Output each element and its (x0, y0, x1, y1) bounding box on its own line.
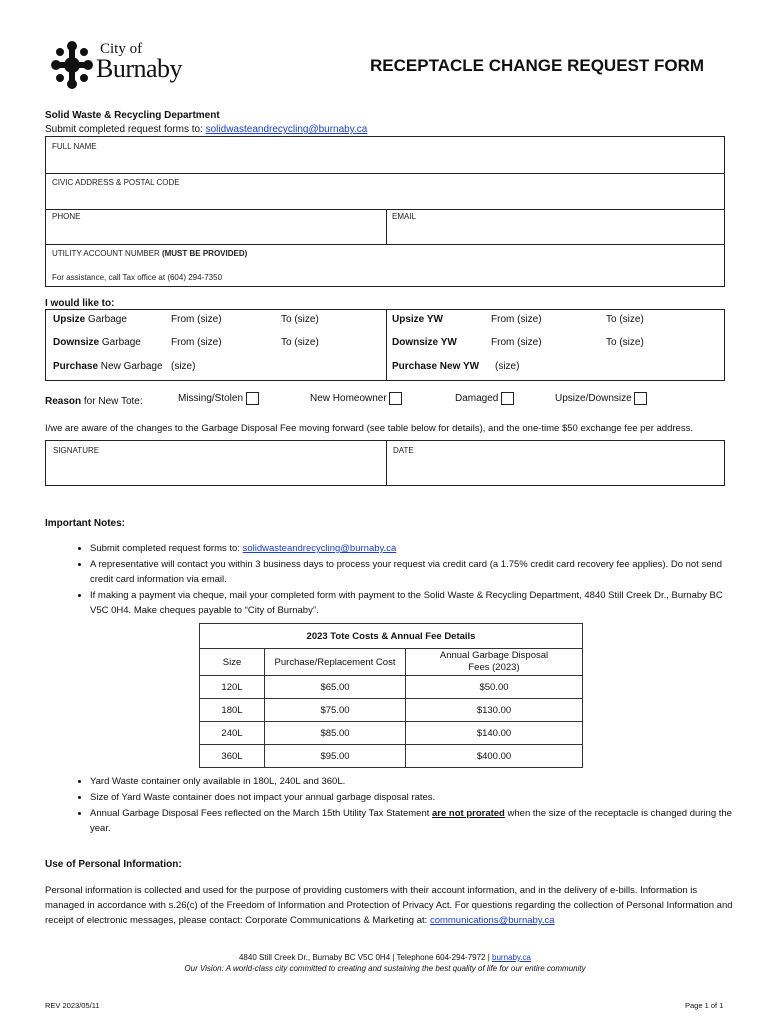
damaged-checkbox[interactable] (501, 392, 514, 405)
fee-table-wrapper (199, 623, 583, 768)
awareness-statement: I/we are aware of the changes to the Garbage Disposal Fee moving forward (see table below for details), and the one-time $50 exchange fee per address. (45, 423, 693, 434)
fee-header-cost: Purchase/Replacement Cost (265, 649, 406, 676)
downsize-garbage-rest: Garbage (99, 337, 141, 348)
submit-email-link[interactable]: solidwasteandrecycling@burnaby.ca (205, 124, 368, 135)
footer-address-text: 4840 Still Creek Dr., Burnaby BC V5C 0H4 | Telephone 604-294-7972 | (238, 953, 493, 962)
upsize-garbage-rest: Garbage (85, 314, 127, 325)
personal-info-text (45, 883, 735, 928)
fee-table (199, 623, 583, 768)
would-like-heading: I would like to: (45, 298, 115, 309)
upsize-garbage-to[interactable]: To (size) (281, 314, 319, 325)
fee-cell: 360L (200, 745, 265, 768)
full-name-label: FULL NAME (52, 142, 97, 151)
upsize-garbage-from[interactable]: From (size) (171, 314, 222, 325)
reason-damaged (455, 392, 514, 405)
note-submit (90, 541, 733, 556)
fee-cell: $50.00 (406, 676, 583, 699)
purchase-garbage-bold: Purchase (53, 361, 99, 372)
purchase-garbage-size[interactable]: (size) (171, 361, 196, 372)
full-name-field[interactable] (46, 137, 724, 174)
snowflake-logo-icon (50, 38, 98, 93)
form-title: RECEPTACLE CHANGE REQUEST FORM (370, 56, 705, 75)
page-number: Page 1 of 1 (685, 1001, 724, 1010)
additional-notes-list (43, 774, 733, 837)
personal-info-heading: Use of Personal Information: (45, 859, 182, 870)
purchase-yw-size[interactable]: (size) (495, 361, 520, 372)
note-not-prorated (90, 806, 733, 836)
note-submit-text: Submit completed request forms to: (90, 543, 243, 554)
contact-fields-box (45, 136, 725, 287)
note-yard-waste-rates: • Size of Yard Waste container does not impact your annual garbage disposal rates. (90, 790, 733, 805)
city-logo (50, 38, 185, 93)
footer-vision: Our Vision: A world-class city committed to creating and sustaining the best quality of life for our entire community (184, 964, 586, 973)
fee-table-title: 2023 Tote Costs & Annual Fee Details (200, 624, 583, 649)
signature-label: SIGNATURE (53, 446, 100, 455)
fee-header-annual (406, 649, 583, 676)
signature-date-box (45, 440, 725, 486)
reason-missing (178, 392, 259, 405)
downsize-garbage-bold: Downsize (53, 337, 100, 348)
fee-cell: 120L (200, 676, 265, 699)
footer-address (0, 953, 770, 962)
reason-homeowner-label: New Homeowner (310, 393, 387, 405)
fee-cell: $95.00 (265, 745, 406, 768)
note-representative: • A representative will contact you within 3 business days to process your request via credit card (a 1.75% credit card recovery fee applies). Do not send credit card information via email. (90, 557, 733, 587)
fee-cell: $130.00 (406, 699, 583, 722)
option-upsize-garbage[interactable] (53, 314, 127, 325)
important-notes-heading: Important Notes: (45, 518, 125, 529)
option-upsize-yw[interactable]: Upsize YW (392, 314, 443, 325)
utility-account-field[interactable] (46, 245, 724, 286)
upsize-downsize-checkbox[interactable] (634, 392, 647, 405)
note-not-prorated-bold: are not prorated (432, 808, 505, 819)
reason-missing-label: Missing/Stolen (178, 393, 244, 405)
missing-stolen-checkbox[interactable] (246, 392, 259, 405)
submit-prefix: Submit completed request forms to: (45, 124, 206, 135)
options-divider (386, 310, 387, 380)
option-downsize-garbage[interactable] (53, 337, 141, 348)
reason-label-bold: Reason (45, 396, 82, 407)
utility-label-prefix: UTILITY ACCOUNT NUMBER (52, 249, 162, 258)
fee-header-size: Size (200, 649, 265, 676)
communications-email-link[interactable]: communications@burnaby.ca (429, 915, 555, 926)
new-homeowner-checkbox[interactable] (389, 392, 402, 405)
option-purchase-yw[interactable]: Purchase New YW (392, 361, 480, 372)
upsize-yw-to[interactable]: To (size) (606, 314, 644, 325)
upsize-garbage-bold: Upsize (53, 314, 86, 325)
option-purchase-garbage[interactable] (53, 361, 163, 372)
personal-info-body: Personal information is collected and used for the purpose of providing customers with their account information, and in the delivery of e-bills. Information is managed in accordance with s.26(c) of the Freedom of Information and Protection of Privacy Act. For questions regarding the collection of Personal Information and receipt of electronic messages, please contact: Corporate Communications & Marketing at: (45, 885, 733, 926)
logo-text-burnaby: Burnaby (96, 54, 183, 83)
reason-damaged-label: Damaged (455, 393, 499, 405)
footer-site-link[interactable]: burnaby.ca (492, 953, 532, 962)
downsize-garbage-from[interactable]: From (size) (171, 337, 222, 348)
reason-homeowner (310, 392, 402, 405)
utility-account-label (52, 249, 247, 258)
fee-cell: $75.00 (265, 699, 406, 722)
fee-header-annual-text: Annual Garbage Disposal Fees (2023) (439, 650, 549, 673)
assistance-note: For assistance, call Tax office at (604) 294-7350 (52, 273, 223, 282)
fee-cell: $400.00 (406, 745, 583, 768)
note-yard-waste-sizes: • Yard Waste container only available in 180L, 240L and 360L. (90, 774, 733, 789)
fee-cell: $65.00 (265, 676, 406, 699)
option-downsize-yw[interactable]: Downsize YW (392, 337, 457, 348)
note-not-prorated-suffix: when the size of the receptacle is changed during the year. (90, 808, 732, 834)
note-not-prorated-prefix: Annual Garbage Disposal Fees reflected on the March 15th Utility Tax Statement (90, 808, 433, 819)
downsize-yw-from[interactable]: From (size) (491, 337, 542, 348)
downsize-yw-to[interactable]: To (size) (606, 337, 644, 348)
phone-field[interactable] (46, 209, 387, 245)
submit-instruction (45, 124, 367, 135)
phone-label: PHONE (52, 212, 81, 221)
reason-label-rest: for New Tote: (81, 396, 143, 407)
reason-label (45, 396, 143, 407)
department-name: Solid Waste & Recycling Department (45, 110, 220, 121)
logo-text-city-of: City of (100, 41, 143, 57)
note-submit-email-link[interactable]: solidwasteandrecycling@burnaby.ca (242, 543, 397, 554)
fee-cell: $85.00 (265, 722, 406, 745)
fee-cell: $140.00 (406, 722, 583, 745)
civic-address-field[interactable] (46, 173, 724, 210)
email-label: EMAIL (392, 212, 417, 221)
civic-address-label: CIVIC ADDRESS & POSTAL CODE (52, 178, 180, 187)
important-notes-list (43, 541, 733, 619)
reason-updown-label: Upsize/Downsize (555, 393, 632, 405)
reason-updown (555, 392, 647, 405)
signature-field[interactable] (46, 441, 387, 485)
date-field[interactable] (387, 441, 724, 485)
email-field[interactable] (387, 209, 724, 245)
fee-cell: 240L (200, 722, 265, 745)
revision-date: REV 2023/05/11 (45, 1001, 100, 1010)
purchase-garbage-rest: New Garbage (98, 361, 163, 372)
downsize-garbage-to[interactable]: To (size) (281, 337, 319, 348)
utility-label-bold: (MUST BE PROVIDED) (161, 249, 248, 258)
fee-cell: 180L (200, 699, 265, 722)
date-label: DATE (393, 446, 414, 455)
note-cheque: • If making a payment via cheque, mail your completed form with payment to the Solid Waste & Recycling Department, 4840 Still Creek Dr., Burnaby BC V5C 0H4. Make cheques payable to “City of Burnaby”. (90, 588, 733, 618)
options-box (45, 309, 725, 381)
upsize-yw-from[interactable]: From (size) (491, 314, 542, 325)
